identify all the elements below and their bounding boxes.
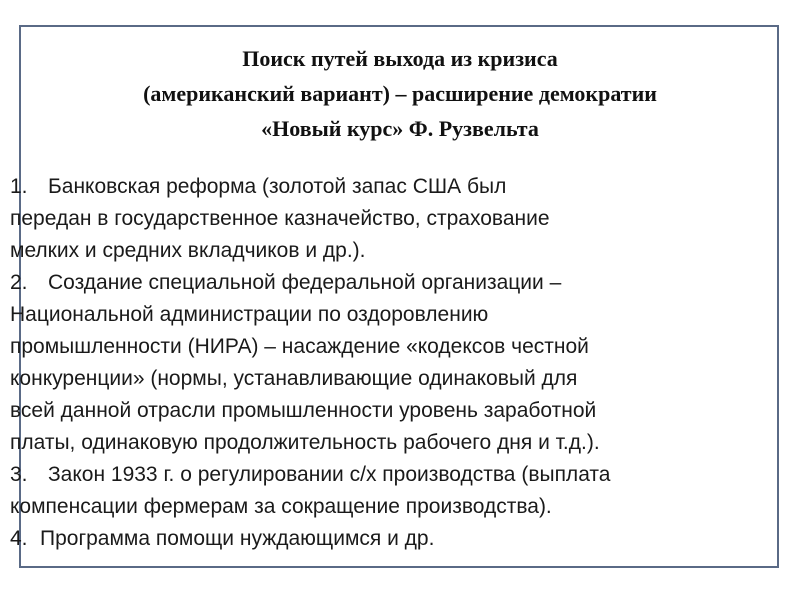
title-line-2: (американский вариант) – расширение демократии: [143, 81, 657, 106]
item-2-line-3: промышленности (НИРА) – насаждение «кодексов честной: [10, 335, 589, 358]
title-line-3: «Новый курс» Ф. Рузвельта: [261, 116, 539, 141]
list-item-4: [10, 523, 770, 555]
list-item-2: [10, 267, 770, 299]
item-2-line-6: платы, одинаковую продолжительность рабочего дня и т.д.).: [10, 431, 600, 454]
item-2-line-2: Национальной администрации по оздоровлению: [10, 303, 489, 326]
item-1-line-1: Банковская реформа (золотой запас США был: [48, 175, 507, 198]
item-3-line-1: Закон 1933 г. о регулировании с/х производства (выплата: [48, 463, 611, 486]
item-1-line-2: передан в государственное казначейство, страхование: [10, 207, 550, 230]
list-item-1: [10, 171, 770, 203]
item-1-number: 1.: [10, 175, 28, 198]
numbered-list: [10, 171, 770, 555]
title-line-1: Поиск путей выхода из кризиса: [242, 46, 558, 71]
list-item-3: [10, 459, 770, 491]
item-1-line-3: мелких и средних вкладчиков и др.).: [10, 239, 366, 262]
item-3-number: 3.: [10, 463, 28, 486]
item-4-number: 4.: [10, 527, 28, 550]
item-3-line-2: компенсации фермерам за сокращение производства).: [10, 495, 552, 518]
item-2-line-5: всей данной отрасли промышленности уровень заработной: [10, 399, 597, 422]
item-2-number: 2.: [10, 271, 28, 294]
item-4-line-1: Программа помощи нуждающимся и др.: [40, 527, 435, 550]
item-2-line-4: конкуренции» (нормы, устанавливающие одинаковый для: [10, 367, 578, 390]
slide-title: [0, 41, 800, 146]
item-2-line-1: Создание специальной федеральной организации –: [48, 271, 562, 294]
